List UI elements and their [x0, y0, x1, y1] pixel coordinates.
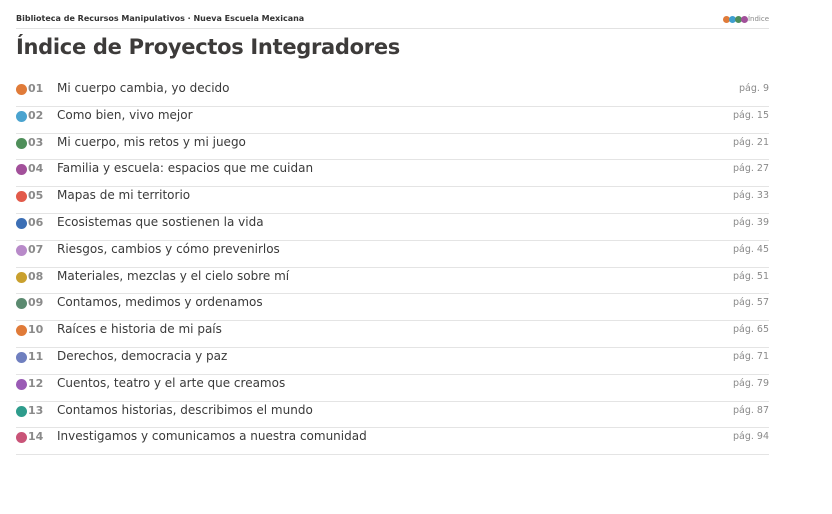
toc-entry-title: Cuentos, teatro y el arte que creamos — [57, 375, 286, 390]
publisher-label: Biblioteca de Recursos Manipulativos · Nueva Escuela Mexicana — [16, 14, 305, 23]
color-bullet-icon — [16, 191, 27, 202]
color-bullet-icon — [16, 245, 27, 256]
toc-entry-number: 11 — [28, 349, 44, 363]
toc-entry-title: Contamos historias, describimos el mundo — [57, 402, 313, 417]
toc-entry-number: 03 — [28, 135, 44, 149]
toc-entry[interactable] — [16, 321, 769, 348]
table-of-contents — [16, 80, 769, 455]
toc-entry[interactable] — [16, 160, 769, 187]
color-bullet-icon — [16, 164, 27, 175]
toc-entry-number: 06 — [28, 215, 44, 229]
toc-entry-title: Contamos, medimos y ordenamos — [57, 295, 263, 310]
toc-entry-title: Ecosistemas que sostienen la vida — [57, 214, 264, 229]
toc-entry[interactable] — [16, 187, 769, 214]
color-bullet-icon — [16, 138, 27, 149]
toc-entry[interactable] — [16, 294, 769, 321]
toc-entry-number: 13 — [28, 403, 44, 417]
toc-entry-page: pág. 45 — [732, 243, 769, 255]
toc-entry-number: 09 — [28, 296, 44, 310]
toc-entry-number: 08 — [28, 269, 44, 283]
toc-entry[interactable] — [16, 80, 769, 107]
toc-entry-number: 14 — [28, 430, 44, 444]
color-bullet-icon — [16, 406, 27, 417]
toc-entry-number: 01 — [28, 82, 44, 95]
logo-dot — [741, 16, 748, 23]
color-bullet-icon — [16, 432, 27, 443]
toc-entry-title: Mapas de mi territorio — [57, 188, 191, 203]
toc-entry-page: pág. 27 — [732, 163, 769, 175]
toc-entry[interactable] — [16, 241, 769, 268]
toc-entry-title: Mi cuerpo cambia, yo decido — [57, 81, 230, 95]
toc-entry-page: pág. 21 — [732, 136, 769, 148]
page-title: Índice de Proyectos Integradores — [16, 35, 400, 59]
toc-entry-page: pág. 39 — [732, 216, 769, 228]
color-bullet-icon — [16, 84, 27, 95]
toc-entry-number: 02 — [28, 108, 44, 122]
toc-entry-page: pág. 15 — [732, 109, 769, 121]
toc-entry-number: 04 — [28, 162, 44, 176]
color-bullet-icon — [16, 111, 27, 122]
toc-entry-page: pág. 33 — [732, 190, 769, 202]
toc-entry-number: 07 — [28, 242, 44, 256]
toc-entry-page: pág. 94 — [732, 431, 769, 443]
logo-dots-icon — [723, 16, 747, 23]
toc-entry-title: Familia y escuela: espacios que me cuidan — [57, 161, 314, 176]
toc-entry-title: Riesgos, cambios y cómo prevenirlos — [57, 241, 280, 256]
color-bullet-icon — [16, 379, 27, 390]
index-tag-label: Índice — [747, 15, 769, 23]
toc-entry[interactable] — [16, 214, 769, 241]
toc-entry-page: pág. 79 — [732, 377, 769, 389]
toc-entry[interactable] — [16, 268, 769, 295]
top-bar — [16, 0, 769, 29]
toc-entry[interactable] — [16, 402, 769, 429]
toc-entry-number: 05 — [28, 189, 44, 203]
toc-entry[interactable] — [16, 375, 769, 402]
color-bullet-icon — [16, 272, 27, 283]
color-bullet-icon — [16, 218, 27, 229]
color-bullet-icon — [16, 298, 27, 309]
toc-entry-page: pág. 71 — [732, 350, 769, 362]
toc-entry-title: Derechos, democracia y paz — [57, 348, 228, 363]
toc-entry-title: Investigamos y comunicamos a nuestra comunidad — [57, 429, 367, 444]
toc-entry-title: Como bien, vivo mejor — [57, 107, 193, 122]
toc-entry[interactable] — [16, 348, 769, 375]
toc-entry-page: pág. 87 — [732, 404, 769, 416]
toc-entry-number: 12 — [28, 376, 44, 390]
color-bullet-icon — [16, 352, 27, 363]
toc-entry[interactable] — [16, 107, 769, 134]
toc-entry-page: pág. 57 — [732, 297, 769, 309]
index-tag — [723, 14, 769, 24]
toc-entry-page: pág. 65 — [732, 324, 769, 336]
toc-entry-title: Materiales, mezclas y el cielo sobre mí — [57, 268, 290, 283]
toc-entry-page: pág. 51 — [732, 270, 769, 282]
toc-entry[interactable] — [16, 428, 769, 455]
toc-entry[interactable] — [16, 134, 769, 161]
toc-entry-page: pág. 9 — [739, 83, 769, 94]
toc-entry-title: Raíces e historia de mi país — [57, 322, 222, 337]
color-bullet-icon — [16, 325, 27, 336]
toc-entry-number: 10 — [28, 323, 44, 337]
toc-entry-title: Mi cuerpo, mis retos y mi juego — [57, 134, 246, 149]
